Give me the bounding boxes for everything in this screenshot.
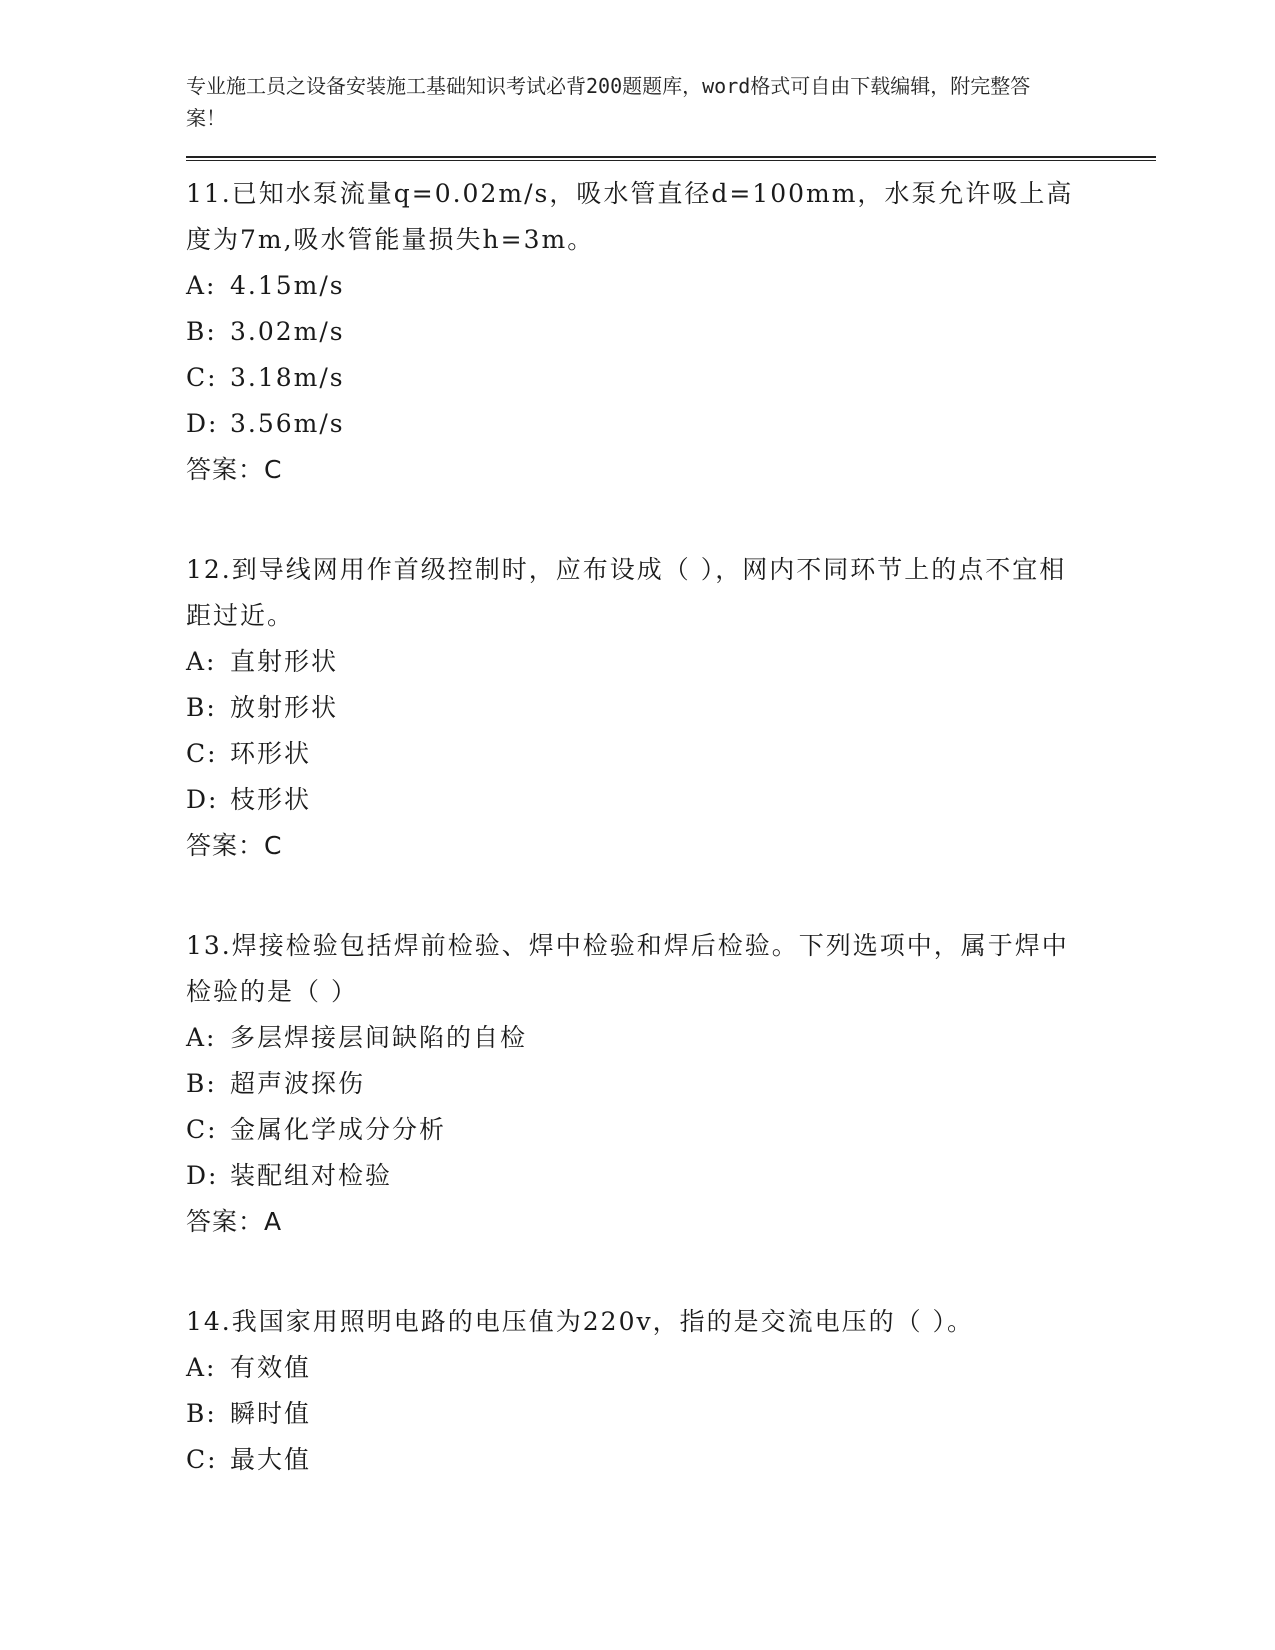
option-c bbox=[186, 1107, 1156, 1153]
question-text: 12.到导线网用作首级控制时，应布设成（ ），网内不同环节上的点不宜相距过近。 bbox=[186, 555, 1067, 630]
question-11 bbox=[186, 171, 1156, 493]
question-text: 14.我国家用照明电路的电压值为220v，指的是交流电压的（ ）。 bbox=[186, 1307, 975, 1336]
option-letter: C: bbox=[186, 1115, 218, 1144]
option-a bbox=[186, 639, 1156, 685]
option-b bbox=[186, 309, 1156, 355]
option-d bbox=[186, 777, 1156, 823]
option-letter: C: bbox=[186, 1445, 218, 1474]
option-letter: D: bbox=[186, 1161, 219, 1190]
option-text: 3.02m/s bbox=[230, 317, 345, 346]
question-13 bbox=[186, 923, 1156, 1245]
option-a bbox=[186, 263, 1156, 309]
option-text: 多层焊接层间缺陷的自检 bbox=[230, 1023, 528, 1052]
document-header: 专业施工员之设备安装施工基础知识考试必背200题题库，word格式可自由下载编辑，附完整答案！ bbox=[186, 74, 1031, 130]
answer-line: 答案：C bbox=[186, 455, 283, 484]
option-letter: A: bbox=[186, 647, 217, 676]
option-letter: B: bbox=[186, 317, 217, 346]
option-text: 放射形状 bbox=[230, 693, 339, 722]
option-c bbox=[186, 355, 1156, 401]
option-text: 4.15m/s bbox=[230, 271, 345, 300]
option-letter: A: bbox=[186, 271, 217, 300]
question-12 bbox=[186, 547, 1156, 869]
answer-line: 答案：A bbox=[186, 1207, 283, 1236]
question-14 bbox=[186, 1299, 1156, 1483]
option-letter: B: bbox=[186, 1399, 217, 1428]
option-letter: A: bbox=[186, 1023, 217, 1052]
option-text: 3.56m/s bbox=[230, 409, 345, 438]
option-text: 瞬时值 bbox=[230, 1399, 312, 1428]
question-text: 11.已知水泵流量q=0.02m/s，吸水管直径d=100mm，水泵允许吸上高度为7m,吸水管能量损失h=3m。 bbox=[186, 179, 1074, 254]
option-text: 直射形状 bbox=[230, 647, 339, 676]
option-text: 枝形状 bbox=[230, 785, 312, 814]
option-d bbox=[186, 1153, 1156, 1199]
header-divider bbox=[186, 156, 1156, 161]
option-text: 金属化学成分分析 bbox=[230, 1115, 447, 1144]
option-a bbox=[186, 1015, 1156, 1061]
option-letter: B: bbox=[186, 693, 217, 722]
option-text: 3.18m/s bbox=[230, 363, 345, 392]
option-letter: D: bbox=[186, 785, 219, 814]
option-c bbox=[186, 1437, 1156, 1483]
option-letter: A: bbox=[186, 1353, 217, 1382]
option-letter: C: bbox=[186, 739, 218, 768]
option-b bbox=[186, 1391, 1156, 1437]
option-b bbox=[186, 1061, 1156, 1107]
option-text: 装配组对检验 bbox=[230, 1161, 393, 1190]
option-letter: B: bbox=[186, 1069, 217, 1098]
option-text: 最大值 bbox=[230, 1445, 312, 1474]
option-b bbox=[186, 685, 1156, 731]
option-letter: D: bbox=[186, 409, 219, 438]
option-text: 环形状 bbox=[230, 739, 312, 768]
option-a bbox=[186, 1345, 1156, 1391]
document-page bbox=[186, 70, 1156, 1483]
option-letter: C: bbox=[186, 363, 218, 392]
answer-line: 答案：C bbox=[186, 831, 283, 860]
option-c bbox=[186, 731, 1156, 777]
option-text: 有效值 bbox=[230, 1353, 312, 1382]
option-text: 超声波探伤 bbox=[230, 1069, 366, 1098]
question-text: 13.焊接检验包括焊前检验、焊中检验和焊后检验。下列选项中，属于焊中检验的是（ ） bbox=[186, 931, 1069, 1006]
option-d bbox=[186, 401, 1156, 447]
